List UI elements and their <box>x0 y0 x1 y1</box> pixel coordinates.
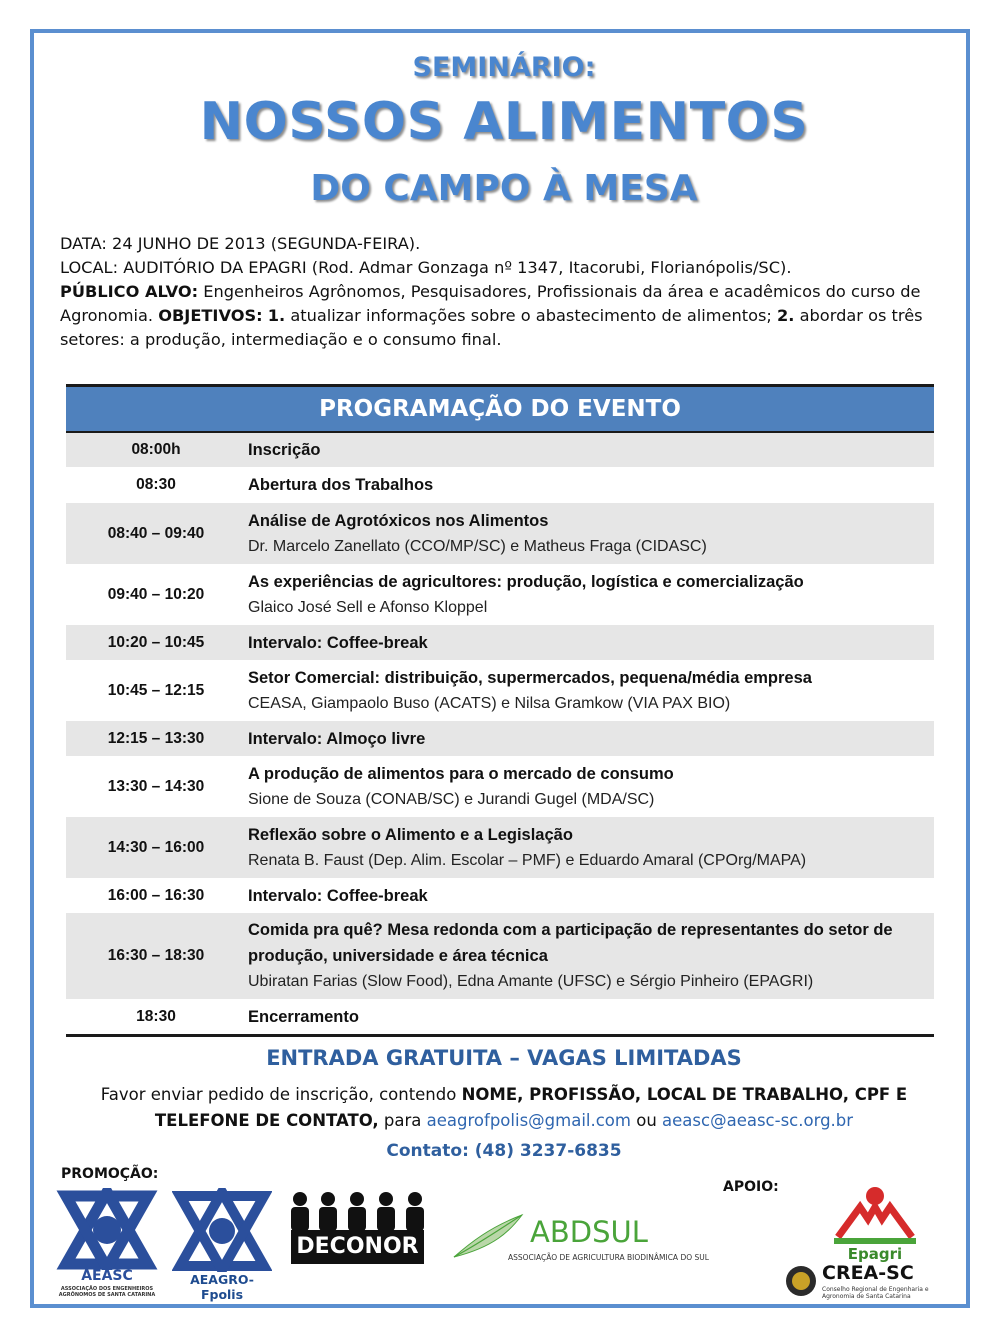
program-activity-title: Setor Comercial: distribuição, supermercados, pequena/média empresa <box>248 668 812 687</box>
aeasc-name: AEASC <box>81 1268 133 1284</box>
program-row <box>66 999 934 1034</box>
crea-seal-icon <box>784 1264 818 1298</box>
program-activity-title: Intervalo: Coffee-break <box>248 886 428 905</box>
program-activity-title: As experiências de agricultores: produção, logística e comercialização <box>248 572 804 591</box>
program-description <box>246 756 934 817</box>
program-description <box>246 625 934 660</box>
program-time: 18:30 <box>136 1007 176 1025</box>
program-speakers: Renata B. Faust (Dep. Alim. Escolar – PMF) e Eduardo Amaral (CPOrg/MAPA) <box>248 851 807 869</box>
program-speakers: Dr. Marcelo Zanellato (CCO/MP/SC) e Matheus Fraga (CIDASC) <box>248 537 707 555</box>
program-activity-title: Reflexão sobre o Alimento e a Legislação <box>248 825 573 844</box>
program-bottom-rule <box>66 1034 934 1037</box>
program-activity-title: Encerramento <box>248 1007 359 1026</box>
program-title: PROGRAMAÇÃO DO EVENTO <box>66 384 934 433</box>
free-entry-banner: ENTRADA GRATUITA – VAGAS LIMITADAS <box>266 1046 742 1070</box>
program-time: 08:40 – 09:40 <box>107 524 205 542</box>
program-row <box>66 467 934 503</box>
promotion-label: PROMOÇÃO: <box>61 1166 159 1182</box>
program-description <box>246 564 934 625</box>
program-row <box>66 660 934 721</box>
program-time: 12:15 – 13:30 <box>107 729 205 747</box>
program-activity-title: Intervalo: Coffee-break <box>248 633 428 652</box>
aeasc-emblem-icon <box>48 1188 166 1270</box>
abdsul-subtitle: ASSOCIAÇÃO DE AGRICULTURA BIODINÂMICA DO SUL <box>508 1253 709 1262</box>
program-description <box>246 913 934 999</box>
program-activity-title: Comida pra quê? Mesa redonda com a participação de representantes do setor de produção, universidade e área técnica <box>248 921 893 965</box>
program-time: 10:20 – 10:45 <box>107 633 205 651</box>
program-description <box>246 817 934 878</box>
event-info <box>60 232 950 352</box>
program-description <box>246 660 934 721</box>
epagri-name: Epagri <box>847 1245 903 1263</box>
program-speakers: CEASA, Giampaolo Buso (ACATS) e Nilsa Gramkow (VIA PAX BIO) <box>248 694 731 712</box>
crea-subtitle: Conselho Regional de Engenharia e Agronomia de Santa Catarina <box>822 1286 929 1300</box>
program-time: 16:30 – 18:30 <box>107 947 205 964</box>
program-time: 13:30 – 14:30 <box>107 777 205 795</box>
program-description <box>246 999 934 1034</box>
program-time: 16:00 – 16:30 <box>107 886 205 904</box>
aeasc-logo <box>48 1188 166 1300</box>
contact-phone: Contato: (48) 3237-6835 <box>386 1141 622 1161</box>
seminar-label: SEMINÁRIO: <box>412 52 596 83</box>
program-row <box>66 433 934 467</box>
program-activity-title: Abertura dos Trabalhos <box>248 476 434 494</box>
program-row <box>66 878 934 913</box>
program-speakers: Sione de Souza (CONAB/SC) e Jurandi Gugel (MDA/SC) <box>248 790 655 808</box>
program-row <box>66 503 934 564</box>
email-link-aeagro[interactable]: aeagrofpolis@gmail.com <box>426 1111 631 1130</box>
deconor-logo <box>285 1190 430 1276</box>
aeagro-name: AEAGRO-Fpolis <box>190 1272 254 1302</box>
program-rows <box>66 433 934 1034</box>
deconor-name: DECONOR <box>291 1230 424 1264</box>
aeagro-emblem-icon <box>172 1188 272 1272</box>
crea-logo <box>784 1262 938 1300</box>
program-row <box>66 564 934 625</box>
program-description <box>246 503 934 564</box>
location-line: LOCAL: AUDITÓRIO DA EPAGRI (Rod. Admar Gonzaga nº 1347, Itacorubi, Florianópolis/SC). <box>60 258 792 277</box>
seminar-title: NOSSOS ALIMENTOS <box>199 92 809 152</box>
program-time: 14:30 – 16:00 <box>107 838 205 856</box>
epagri-logo <box>830 1185 920 1265</box>
epagri-emblem-icon <box>830 1185 920 1245</box>
seminar-subtitle: DO CAMPO À MESA <box>310 168 698 209</box>
program-description <box>246 721 934 756</box>
program-description <box>246 878 934 913</box>
program-time: 08:00h <box>131 441 181 458</box>
program-activity-title: Análise de Agrotóxicos nos Alimentos <box>248 511 549 530</box>
abdsul-logo <box>450 1213 712 1273</box>
program-description <box>246 467 934 503</box>
program-time: 09:40 – 10:20 <box>107 585 205 603</box>
program-description <box>246 433 934 467</box>
program-time: 08:30 <box>136 476 176 493</box>
program-row <box>66 721 934 756</box>
program-speakers: Glaico José Sell e Afonso Kloppel <box>248 598 488 616</box>
program-row <box>66 625 934 660</box>
program-row <box>66 817 934 878</box>
program-table <box>66 384 934 1037</box>
audience-objectives: PÚBLICO ALVO: Engenheiros Agrônomos, Pesquisadores, Profissionais da área e acadêmicos do curso de Agronomia. OBJETIVOS: 1. atualizar informações sobre o abastecimento de alimentos; 2. abordar os três setores: a produção, intermediação e o consumo final. <box>60 282 923 349</box>
date-line: DATA: 24 JUNHO DE 2013 (SEGUNDA-FEIRA). <box>60 234 421 253</box>
program-row <box>66 756 934 817</box>
registration-instructions: Favor enviar pedido de inscrição, contendo NOME, PROFISSÃO, LOCAL DE TRABALHO, CPF E TELEFONE DE CONTATO, para aeagrofpolis@gmail.com ou aeasc@aeasc-sc.org.br <box>100 1085 908 1130</box>
program-time: 10:45 – 12:15 <box>107 681 205 699</box>
email-link-aeasc[interactable]: aeasc@aeasc-sc.org.br <box>662 1111 854 1130</box>
abdsul-name: ABDSUL <box>530 1215 648 1249</box>
program-speakers: Ubiratan Farias (Slow Food), Edna Amante (UFSC) e Sérgio Pinheiro (EPAGRI) <box>248 973 814 990</box>
program-activity-title: Inscrição <box>248 441 321 459</box>
program-activity-title: A produção de alimentos para o mercado de consumo <box>248 764 674 783</box>
aeasc-subtitle: ASSOCIAÇÃO DOS ENGENHEIROS AGRÔNOMOS DE SANTA CATARINA <box>58 1286 156 1298</box>
aeagro-logo <box>172 1188 272 1302</box>
support-label: APOIO: <box>723 1179 779 1195</box>
program-activity-title: Intervalo: Almoço livre <box>248 729 426 748</box>
crea-name: CREA-SC <box>822 1262 914 1284</box>
deconor-people-icon <box>285 1190 430 1232</box>
program-row <box>66 913 934 999</box>
